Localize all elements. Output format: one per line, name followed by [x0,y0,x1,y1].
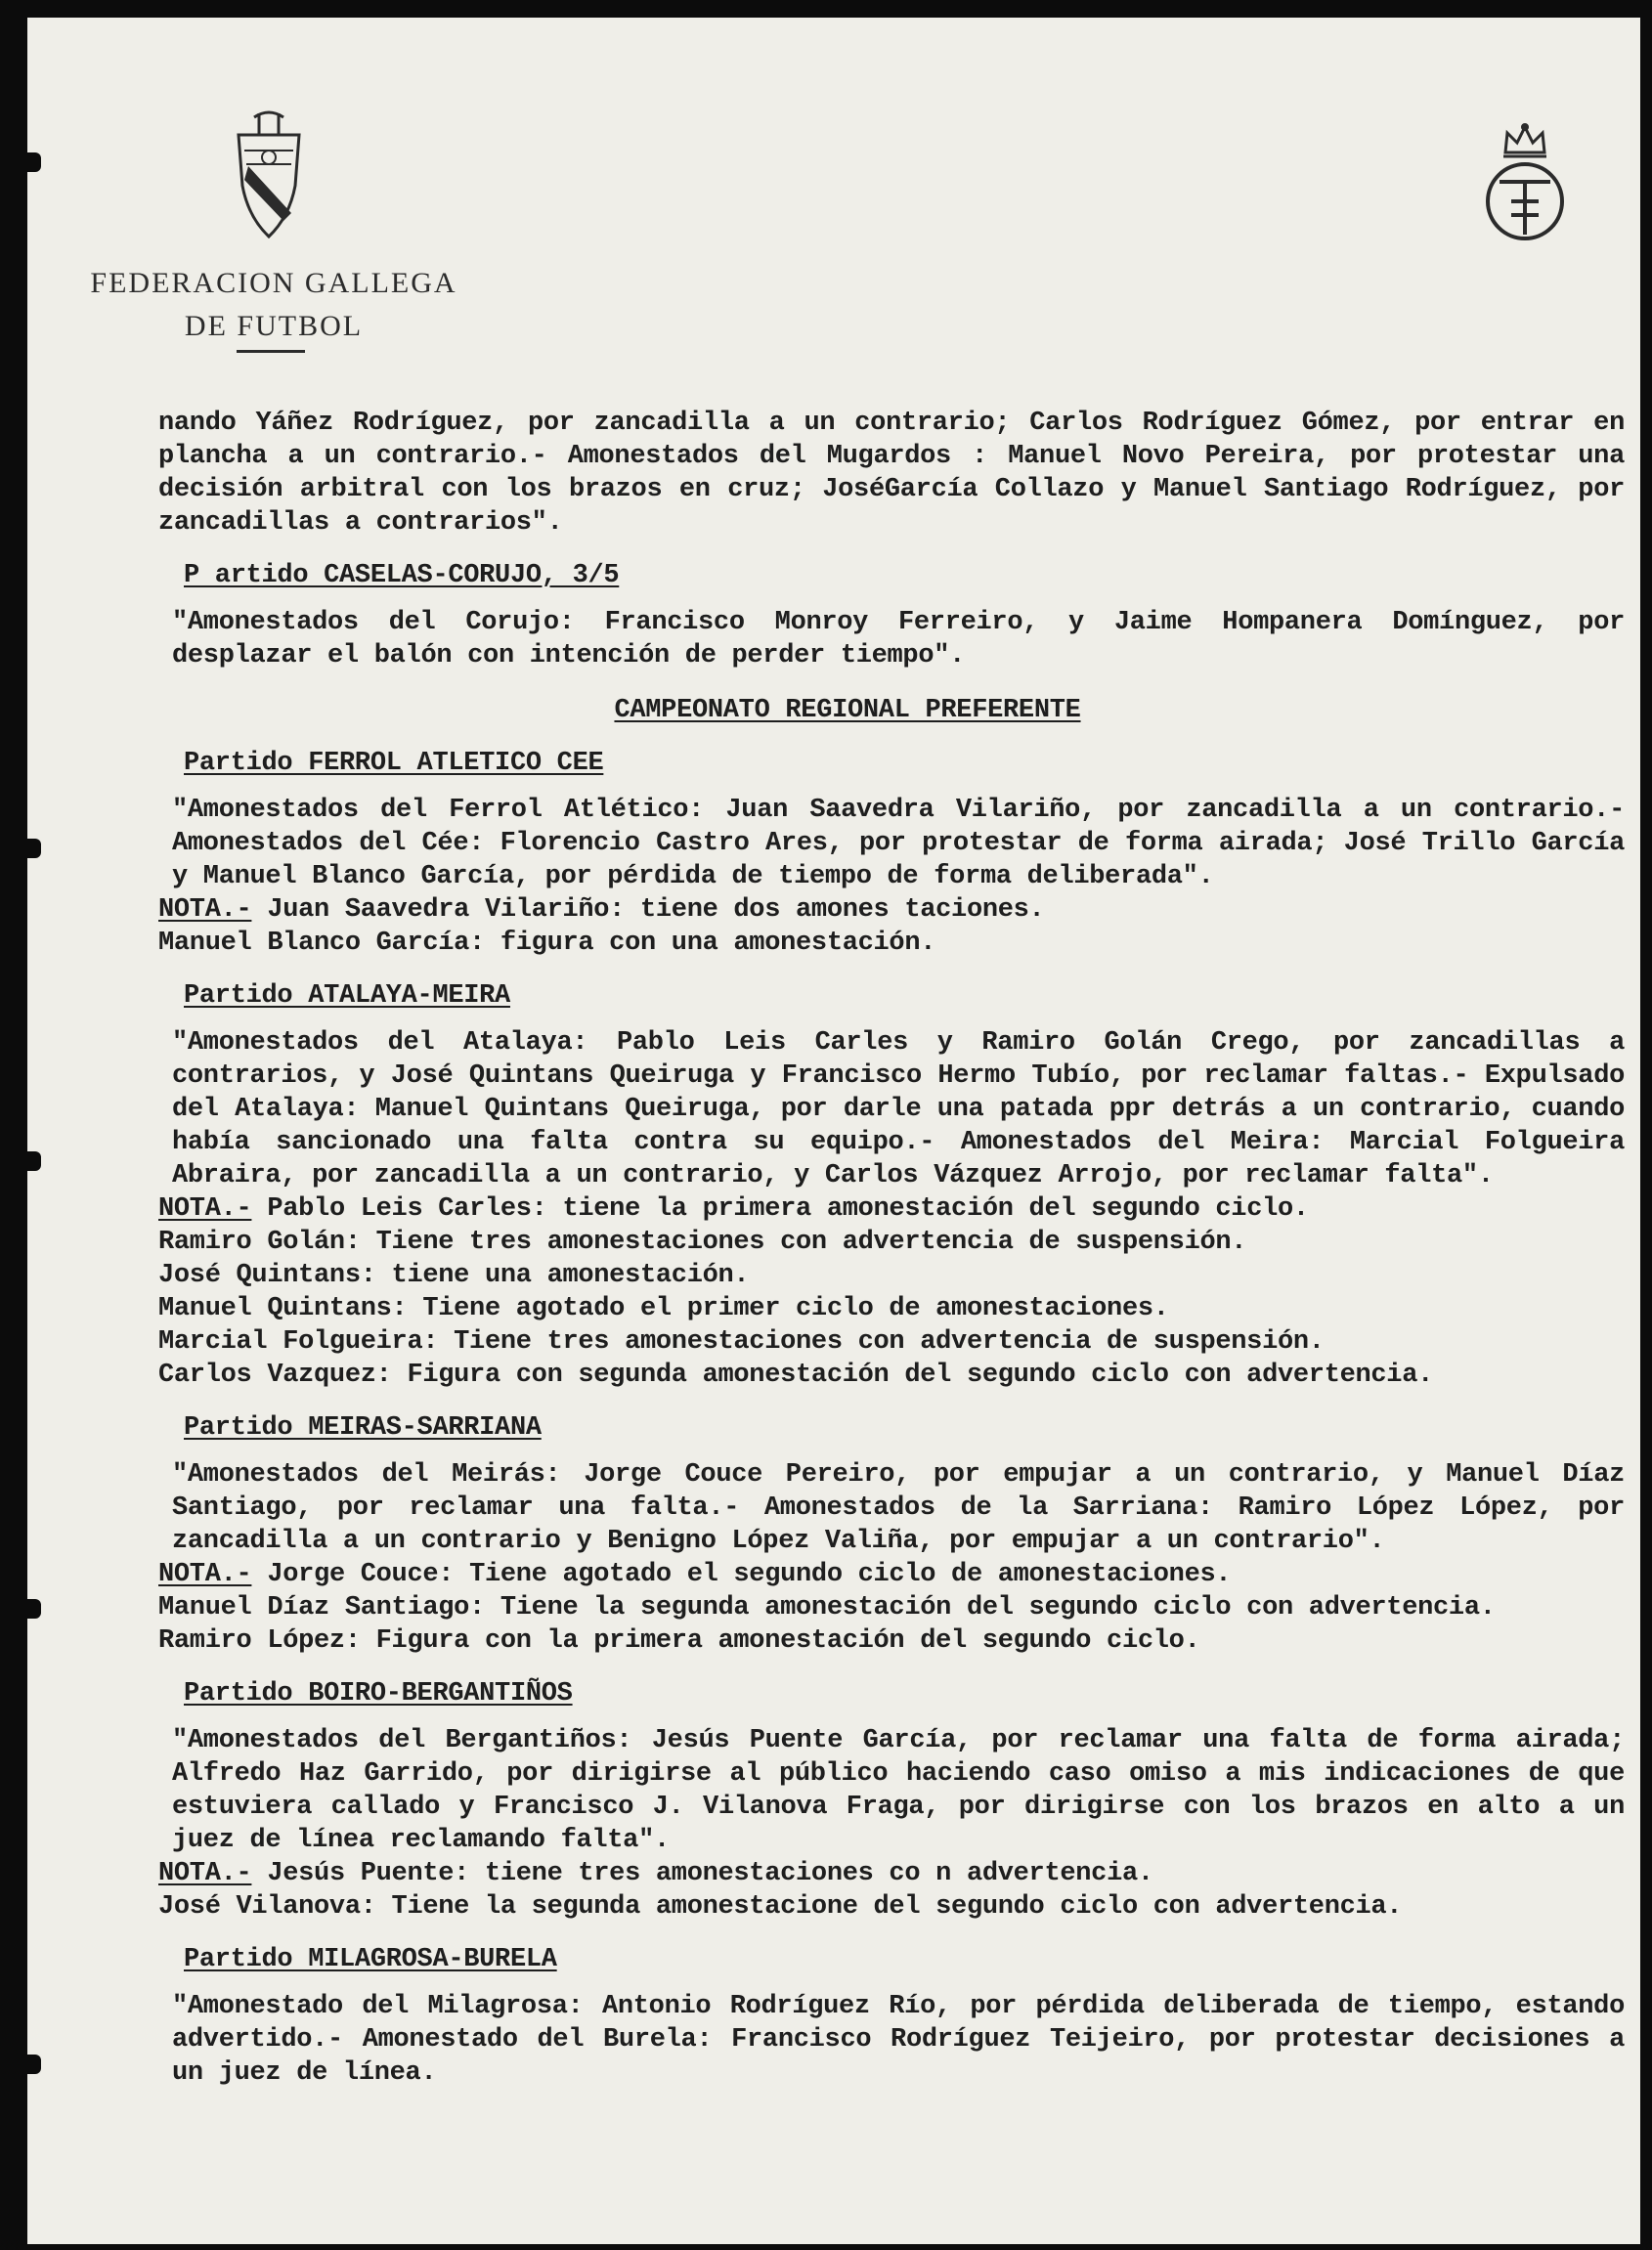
intro-paragraph: nando Yáñez Rodríguez, por zancadilla a un contrario; Carlos Rodríguez Gómez, por entrar en plancha a un contrario.- Amonestados del Mugardos : Manuel Novo Pereira, por protestar una decisión arbitral con los brazos en cruz; JoséGarcía Collazo y Manuel Santiago Rodríguez, por zancadillas a contrarios". [158,409,1625,538]
note-line [158,893,1625,927]
note-line: Ramiro López: Figura con la primera amonestación del segundo ciclo. [158,1626,1200,1656]
note-line [158,1857,1625,1890]
match-report-ferrol: "Amonestados del Ferrol Atlético: Juan Saavedra Vilariño, por zancadilla a un contrario.- Amonestados del Cée: Florencio Castro Ares, por protestar de forma airada; José Trillo García y Manuel Blanco García, por pérdida de tiempo de forma deliberada". [172,796,1625,891]
note-line: José Vilanova: Tiene la segunda amonestacione del segundo ciclo con advertencia. [158,1892,1403,1922]
org-name-divider [237,350,305,353]
note-text: Jorge Couce: Tiene agotado el segundo ciclo de amonestaciones. [267,1560,1232,1589]
document-body [158,407,1625,2090]
punch-hole [27,152,41,172]
match-heading-milagrosa [158,1943,1625,1976]
org-name-line2: DE FUTBOL [184,310,364,342]
match-report-milagrosa: "Amonestado del Milagrosa: Antonio Rodríguez Río, por pérdida deliberada de tiempo, estando advertido.- Amonestado del Burela: Francisco Rodríguez Teijeiro, por protestar decisiones a un juez de línea. [172,1992,1625,2088]
punch-hole [27,1151,41,1171]
note-text: Jesús Puente: tiene tres amonestaciones co n advertencia. [267,1859,1153,1888]
note-label: NOTA.- [158,1859,252,1888]
note-label: NOTA.- [158,895,252,925]
org-name-line1: FEDERACION GALLEGA [90,267,457,299]
note-line: Carlos Vazquez: Figura con segunda amonestación del segundo ciclo con advertencia. [158,1361,1434,1390]
match-report-meiras: "Amonestados del Meirás: Jorge Couce Pereiro, por empujar a un contrario, y Manuel Díaz Santiago, por reclamar una falta.- Amonestados de la Sarriana: Ramiro López López, por zancadilla a un contrario y Benigno López Valiña, por empujar a un contrario". [172,1460,1625,1556]
note-line [158,1192,1625,1226]
note-line [158,1558,1625,1591]
note-text: Juan Saavedra Vilariño: tiene dos amones taciones. [267,895,1045,925]
note-line: Manuel Díaz Santiago: Tiene la segunda amonestación del segundo ciclo con advertencia. [158,1593,1496,1623]
note-line: José Quintans: tiene una amonestación. [158,1261,750,1290]
punch-hole [27,839,41,858]
match-title: Partido BOIRO-BERGANTIÑOS [184,1679,573,1709]
match-heading-meiras [158,1411,1625,1445]
match-title: Partido ATALAYA-MEIRA [184,981,510,1011]
match-title: P artido CASELAS-CORUJO, 3/5 [184,561,620,590]
note-label: NOTA.- [158,1560,252,1589]
match-heading-atalaya [158,979,1625,1013]
punch-hole [27,1599,41,1619]
match-heading-ferrol [158,747,1625,780]
note-line: Marcial Folgueira: Tiene tres amonestaciones con advertencia de suspensión. [158,1327,1325,1357]
note-line: Manuel Blanco García: figura con una amonestación. [158,929,936,958]
organization-name [78,262,469,348]
section-title: CAMPEONATO REGIONAL PREFERENTE [614,696,1081,725]
crowned-federation-seal-icon [1478,119,1572,250]
match-title: Partido MEIRAS-SARRIANA [184,1413,542,1443]
note-label: NOTA.- [158,1194,252,1224]
match-title: Partido MILAGROSA-BURELA [184,1945,557,1974]
match-report-boiro: "Amonestados del Bergantiños: Jesús Puente García, por reclamar una falta de forma airada; Alfredo Haz Garrido, por dirigirse al público haciendo caso omiso a mis indicaciones de que estuviera callado y Francisco J. Vilanova Fraga, por dirigirse con los brazos en alto a un juez de línea reclamando falta". [172,1726,1625,1855]
note-line: Manuel Quintans: Tiene agotado el primer ciclo de amonestaciones. [158,1294,1169,1323]
match-heading-caselas [158,559,1625,592]
match-title: Partido FERROL ATLETICO CEE [184,749,604,778]
federation-shield-logo-icon [225,108,313,244]
document-page [27,18,1640,2244]
note-line: Ramiro Golán: Tiene tres amonestaciones con advertencia de suspensión. [158,1228,1247,1257]
match-heading-boiro [158,1677,1625,1710]
punch-hole [27,2055,41,2074]
note-text: Pablo Leis Carles: tiene la primera amonestación del segundo ciclo. [267,1194,1309,1224]
match-report-atalaya: "Amonestados del Atalaya: Pablo Leis Carles y Ramiro Golán Crego, por zancadillas a contrarios, y José Quintans Queiruga y Francisco Hermo Tubío, por reclamar faltas.- Expulsado del Atalaya: Manuel Quintans Queiruga, por darle una patada ppr detrás a un contrario, cuando había sancionado una falta contra su equipo.- Amonestados del Meira: Marcial Folgueira Abraira, por zancadilla a un contrario, y Carlos Vázquez Arrojo, por reclamar falta". [172,1028,1625,1190]
match-report-caselas: "Amonestados del Corujo: Francisco Monroy Ferreiro, y Jaime Hompanera Domínguez, por desplazar el balón con intención de perder tiempo". [172,608,1625,671]
